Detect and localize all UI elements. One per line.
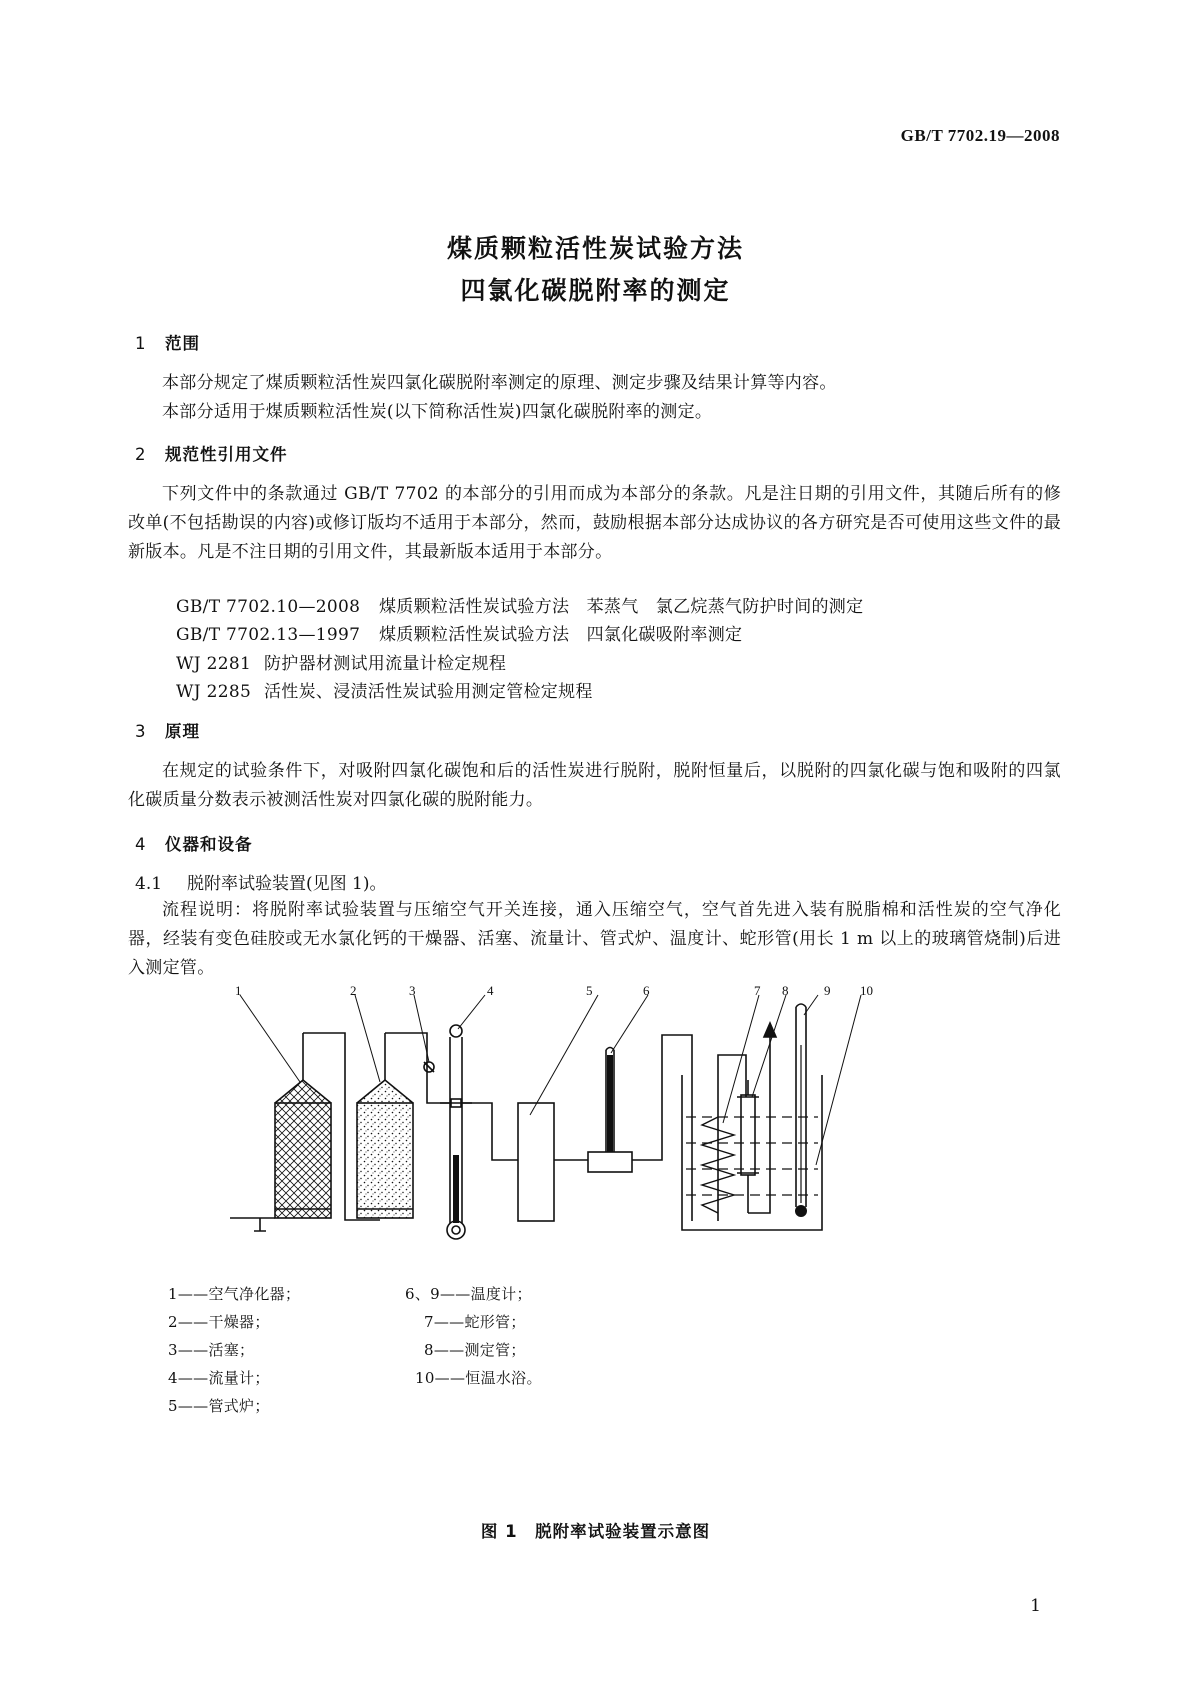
figure-label: 6 bbox=[643, 985, 650, 998]
reference-title: 防护器材测试用流量计检定规程 bbox=[264, 654, 507, 674]
air-purifier bbox=[275, 1033, 331, 1218]
reference-item bbox=[176, 649, 506, 674]
legend-item: 4——流量计； bbox=[168, 1369, 270, 1387]
paragraph: 下列文件中的条款通过 GB/T 7702 的本部分的引用而成为本部分的条款。凡是注日期的引用文件，其随后所有的修改单(不包括勘误的内容)或修订版均不适用于本部分，然而，鼓励根据本部分达成协议的各方研究是否可使用这些文件的最新版本。凡是不注日期的引用文件，其最新版本适用于本部分。 bbox=[128, 484, 1061, 562]
section-4-body bbox=[128, 896, 1061, 983]
section-4-heading bbox=[135, 831, 253, 855]
page-number: 1 bbox=[1030, 1596, 1041, 1616]
legend-item: 8——测定管； bbox=[424, 1341, 526, 1359]
section-3-body bbox=[128, 757, 1061, 815]
legend-item: 10——恒温水浴。 bbox=[415, 1369, 542, 1387]
legend-item: 1——空气净化器； bbox=[168, 1285, 301, 1303]
figure-label: 9 bbox=[824, 985, 831, 998]
legend-item: 3——活塞； bbox=[168, 1341, 255, 1359]
standard-code: GB/T 7702.19—2008 bbox=[900, 126, 1060, 145]
document-title-line2: 四氯化碳脱附率的测定 bbox=[460, 276, 731, 305]
reference-code: WJ 2285 bbox=[176, 682, 252, 702]
figure-label: 3 bbox=[409, 985, 416, 998]
reference-code: GB/T 7702.10—2008 bbox=[176, 597, 361, 617]
section-1-heading bbox=[135, 330, 200, 354]
section-title: 规范性引用文件 bbox=[165, 445, 288, 464]
paragraph: 流程说明：将脱附率试验装置与压缩空气开关连接，通入压缩空气，空气首先进入装有脱脂棉和活性炭的空气净化器，经装有变色硅胶或无水氯化钙的干燥器、活塞、流量计、管式炉、温度计、蛇形管(用长 1 m 以上的玻璃管烧制)后进入测定管。 bbox=[128, 900, 1061, 978]
section-title: 仪器和设备 bbox=[165, 835, 253, 854]
thermometer-6 bbox=[588, 1048, 632, 1173]
section-1-body bbox=[128, 369, 1061, 427]
legend-item: 2——干燥器； bbox=[168, 1313, 270, 1331]
callouts bbox=[240, 995, 861, 1165]
reference-item bbox=[176, 620, 742, 645]
document-title-line1: 煤质颗粒活性炭试验方法 bbox=[446, 234, 744, 263]
figure-label: 1 bbox=[235, 985, 242, 998]
clause-4-1 bbox=[135, 869, 386, 894]
thermometer-9 bbox=[795, 1004, 807, 1217]
figure-label: 2 bbox=[350, 985, 357, 998]
figure-label: 10 bbox=[860, 985, 873, 998]
apparatus-diagram bbox=[230, 985, 930, 1250]
legend-item: 7——蛇形管； bbox=[424, 1313, 526, 1331]
coil-tube bbox=[702, 1055, 746, 1221]
clause-text: 脱附率试验装置(见图 1)。 bbox=[187, 874, 387, 894]
section-title: 范围 bbox=[165, 334, 200, 353]
reference-title: 活性炭、浸渍活性炭试验用测定管检定规程 bbox=[264, 682, 593, 702]
figure-label: 5 bbox=[586, 985, 593, 998]
section-2-body bbox=[128, 480, 1061, 567]
paragraph: 在规定的试验条件下，对吸附四氯化碳饱和后的活性炭进行脱附，脱附恒量后，以脱附的四氯化碳与饱和吸附的四氯化碳质量分数表示被测活性炭对四氯化碳的脱附能力。 bbox=[128, 761, 1061, 810]
dryer bbox=[357, 1033, 413, 1218]
reference-code: GB/T 7702.13—1997 bbox=[176, 625, 361, 645]
section-number: 3 bbox=[135, 722, 147, 741]
paragraph: 本部分适用于煤质颗粒活性炭(以下简称活性炭)四氯化碳脱附率的测定。 bbox=[162, 402, 713, 422]
flowmeter bbox=[440, 1025, 472, 1239]
legend-item: 5——管式炉； bbox=[168, 1397, 270, 1415]
section-title: 原理 bbox=[165, 722, 200, 741]
figure-label: 7 bbox=[754, 985, 761, 998]
reference-title: 煤质颗粒活性炭试验方法 苯蒸气 氯乙烷蒸气防护时间的测定 bbox=[379, 597, 864, 617]
figure-label: 4 bbox=[487, 985, 494, 998]
reference-item bbox=[176, 677, 593, 702]
clause-number: 4.1 bbox=[135, 874, 163, 894]
section-number: 4 bbox=[135, 835, 147, 854]
section-3-heading bbox=[135, 718, 200, 742]
section-number: 1 bbox=[135, 334, 147, 353]
figure-label: 8 bbox=[782, 985, 789, 998]
reference-code: WJ 2281 bbox=[176, 654, 252, 674]
tube-furnace bbox=[518, 1103, 554, 1221]
figure-caption: 图 1 脱附率试验装置示意图 bbox=[480, 1522, 711, 1541]
legend-item: 6、9——温度计； bbox=[405, 1285, 532, 1303]
reference-item bbox=[176, 592, 863, 617]
section-2-heading bbox=[135, 441, 288, 465]
paragraph: 本部分规定了煤质颗粒活性炭四氯化碳脱附率测定的原理、测定步骤及结果计算等内容。 bbox=[162, 373, 837, 393]
reference-title: 煤质颗粒活性炭试验方法 四氯化碳吸附率测定 bbox=[379, 625, 743, 645]
section-number: 2 bbox=[135, 445, 147, 464]
